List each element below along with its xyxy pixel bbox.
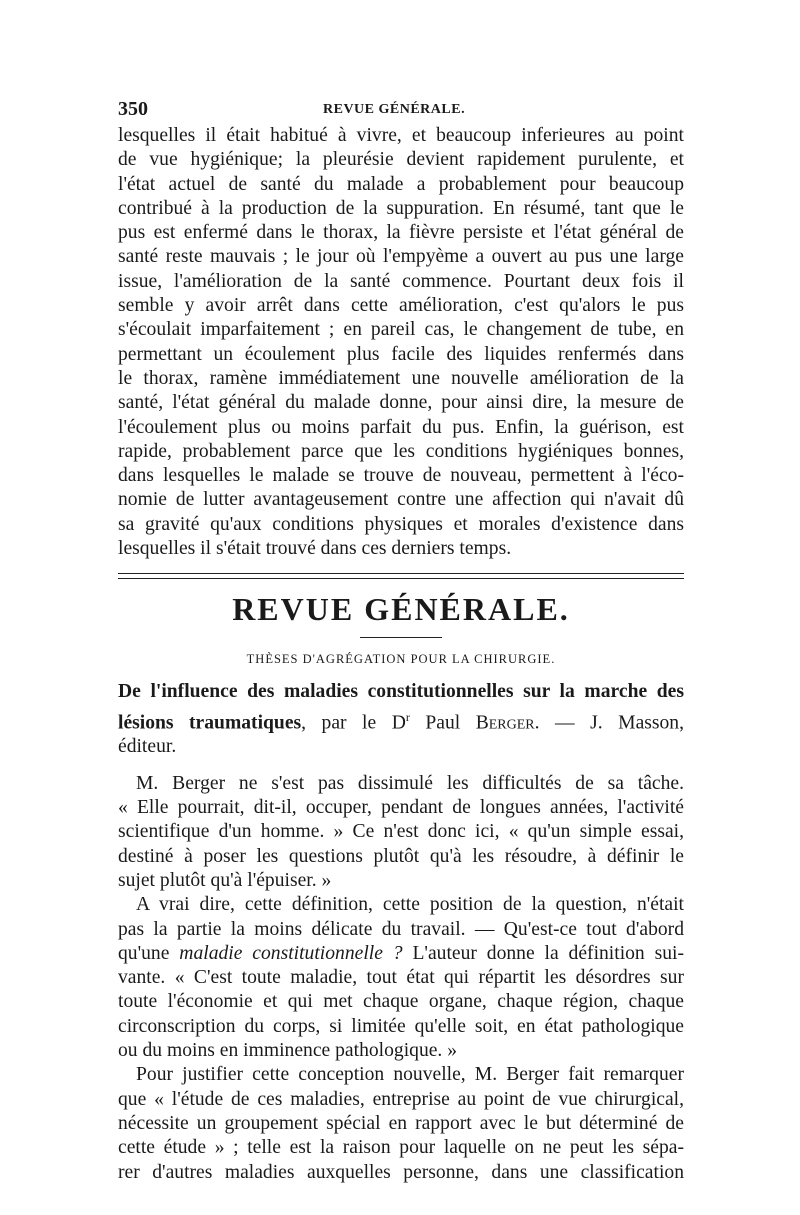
- text-line: lesquelles il s'était trouvé dans ces derniers temps.: [118, 538, 512, 560]
- text-line: A vrai dire, cette définition, cette position de la question, n'était: [136, 894, 684, 916]
- book-page: [118, 0, 684, 1185]
- text-line: rer d'autres maladies auxquelles personne, dans une classification: [118, 1161, 684, 1183]
- section-divider: [118, 573, 684, 579]
- text-line: que « l'étude de ces maladies, entreprise au point de vue chirurgical,: [118, 1088, 684, 1110]
- text-line: sa gravité qu'aux conditions physiques et morales d'existence dans: [118, 513, 684, 535]
- article-paragraph-3: [118, 1063, 684, 1184]
- text-line: l'écoulement plus ou moins parfait du pus. Enfin, la guérison, est: [118, 416, 684, 438]
- text-line: l'état actuel de santé du malade a probablement pour beaucoup: [118, 173, 684, 195]
- text-line: semble y avoir arrêt dans cette amélioration, c'est qu'alors le pus: [118, 295, 684, 317]
- text-line: pus est enfermé dans le thorax, la fièvre persiste et l'état général de: [118, 222, 684, 244]
- text-fragment: L'auteur donne la définition sui-: [402, 942, 684, 964]
- text-fragment: qu'une: [118, 942, 180, 964]
- article-paragraph-1: [118, 772, 684, 893]
- text-line: Pour justifier cette conception nouvelle, M. Berger fait remarquer: [136, 1064, 684, 1086]
- article-title-line: [118, 705, 684, 736]
- author-last-name: Berger.: [475, 712, 540, 734]
- text-line: issue, l'amélioration de la santé commence. Pourtant deux fois il: [118, 270, 684, 292]
- article-title-fragment: lésions traumatiques: [118, 712, 302, 734]
- running-title: REVUE GÉNÉRALE.: [323, 102, 466, 117]
- text-line: santé reste mauvais ; le jour où l'empyème a ouvert au pus une large: [118, 246, 684, 268]
- text-line: dans lesquelles le malade se trouve de nouveau, permettent à l'éco-: [118, 465, 684, 487]
- section-title: REVUE GÉNÉRALE.: [232, 591, 570, 628]
- text-line: le thorax, ramène immédiatement une nouvelle amélioration de la: [118, 367, 684, 389]
- text-line: pas la partie la moins délicate du travail. — Qu'est-ce tout d'abord: [118, 918, 684, 940]
- article-title-line: De l'influence des maladies constitutionnelles sur la marche des: [118, 681, 684, 703]
- section-subtitle: THÈSES D'AGRÉGATION POUR LA CHIRURGIE.: [246, 652, 556, 667]
- text-line: de vue hygiénique; la pleurésie devient rapidement purulente, et: [118, 149, 684, 171]
- article-paragraph-2: [118, 893, 684, 1063]
- text-line: lesquelles il était habitué à vivre, et beaucoup inferieures au point: [118, 125, 684, 146]
- previous-article-paragraph: [118, 124, 684, 561]
- text-line: permettant un écoulement plus facile des liquides renfermés dans: [118, 343, 684, 365]
- text-line: M. Berger ne s'est pas dissimulé les difficultés de sa tâche.: [136, 772, 684, 794]
- text-line: cette étude » ; telle est la raison pour laquelle on ne peut les sépa-: [118, 1137, 684, 1159]
- text-line: toute l'économie et qui met chaque organe, chaque région, chaque: [118, 991, 684, 1013]
- byline-fragment: , par le D: [301, 712, 406, 734]
- text-line: contribué à la production de la suppuration. En résumé, tant que le: [118, 197, 684, 219]
- text-line: santé, l'état général du malade donne, pour ainsi dire, la mesure de: [118, 392, 684, 414]
- text-line: « Elle pourrait, dit-il, occuper, pendant de longues années, l'activité: [118, 797, 684, 819]
- text-line: scientifique d'un homme. » Ce n'est donc ici, « qu'un simple essai,: [118, 821, 684, 843]
- text-line: ou du moins en imminence pathologique. »: [118, 1040, 458, 1062]
- text-line: s'écoulait imparfaitement ; en pareil cas, le changement de tube, en: [118, 319, 684, 341]
- text-line: nomie de lutter avantageusement contre une affection qui n'avait dû: [118, 489, 684, 511]
- italic-term: maladie constitutionnelle ?: [179, 942, 403, 964]
- doctor-abbrev: r: [405, 709, 410, 724]
- article-heading: [118, 680, 684, 759]
- publisher-fragment: — J. Masson,: [539, 712, 685, 734]
- text-line: vante. « C'est toute maladie, tout état qui répartit les désordres sur: [118, 967, 684, 989]
- author-first-name: Paul: [409, 712, 476, 734]
- text-line: rapide, probablement parce que les conditions hygiéniques bonnes,: [118, 440, 684, 462]
- running-head: [118, 84, 684, 124]
- title-underline: [360, 637, 442, 638]
- text-line: sujet plutôt qu'à l'épuiser. »: [118, 869, 332, 891]
- text-line: destiné à poser les questions plutôt qu'à les résoudre, à définir le: [118, 845, 684, 867]
- page-number: 350: [118, 98, 148, 120]
- text-line: circonscription du corps, si limitée qu'elle soit, en état pathologique: [118, 1015, 684, 1037]
- text-line: nécessite un groupement spécial en rapport avec le but déterminé de: [118, 1112, 684, 1134]
- article-title-line: éditeur.: [118, 736, 177, 758]
- text-line: [118, 942, 684, 966]
